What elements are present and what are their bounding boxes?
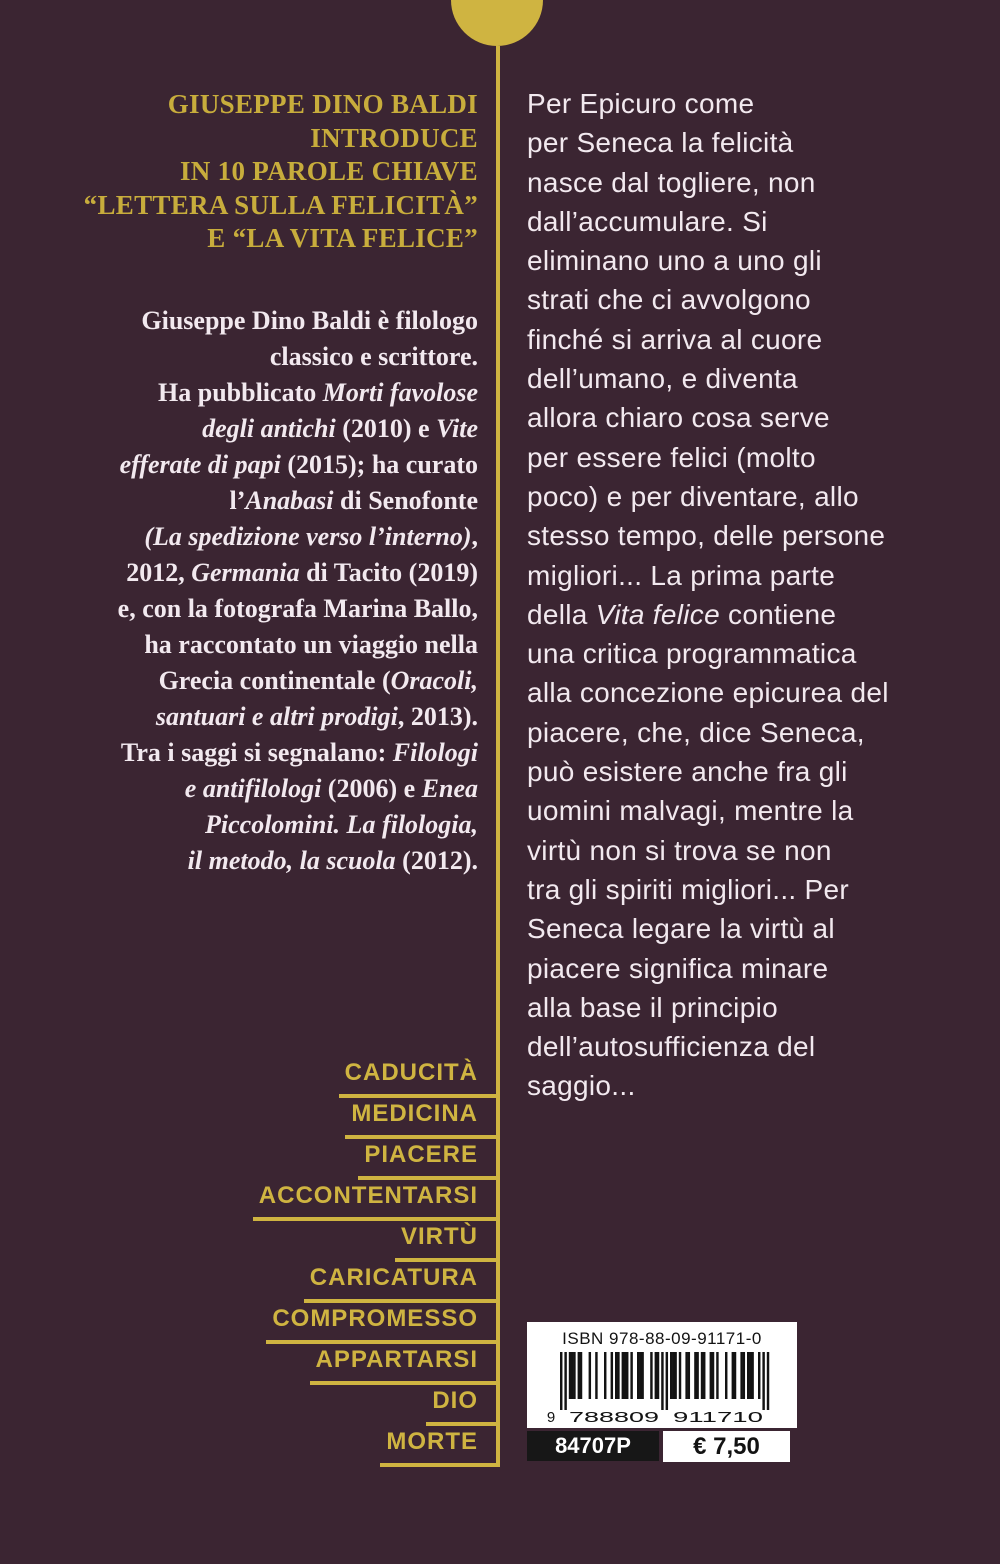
keyword-label: APPARTARSI: [310, 1348, 500, 1385]
text-line: dell’umano, e diventa: [527, 363, 798, 395]
keyword-label: COMPROMESSO: [266, 1307, 500, 1344]
keyword-label: PIACERE: [358, 1143, 500, 1180]
keyword-item: [0, 1430, 500, 1467]
text-line: Per Epicuro come: [527, 88, 755, 119]
text-line: Seneca legare la virtù al: [527, 913, 835, 945]
keyword-label: CARICATURA: [304, 1266, 500, 1303]
text-line: tra gli spiriti migliori... Per: [527, 873, 850, 905]
product-code: 84707P: [527, 1431, 659, 1461]
publisher-circle-ornament: [451, 0, 543, 46]
text-line: dall’accumulare. Si: [527, 205, 768, 237]
text-line: e antifilologi (2006) e Enea: [184, 773, 478, 803]
text-line: virtù non si trova se non: [527, 834, 832, 866]
text-line: ha raccontato un viaggio nella: [144, 629, 478, 659]
price-tag: € 7,50: [663, 1431, 790, 1462]
keyword-item: [0, 1348, 500, 1385]
text-line: E “LA VITA FELICE”: [207, 223, 478, 253]
text-line: per Seneca la felicità: [527, 127, 794, 159]
text-line: piacere, che, dice Seneca,: [527, 716, 865, 748]
text-line: il metodo, la scuola (2012).: [187, 845, 478, 875]
ean-barcode: [542, 1352, 782, 1424]
keywords-list: [0, 1061, 500, 1471]
text-line: Ha pubblicato Morti favolose: [158, 377, 478, 407]
text-line: Tra i saggi si segnalano: Filologi: [120, 737, 478, 767]
text-line: GIUSEPPE DINO BALDI: [167, 89, 478, 119]
text-line: della Vita felice contiene: [527, 598, 837, 630]
text-line: poco) e per diventare, allo: [527, 480, 859, 512]
keyword-item: [0, 1307, 500, 1344]
text-line: 2012, Germania di Tacito (2019): [126, 557, 478, 587]
text-line: “LETTERA SULLA FELICITÀ”: [83, 189, 478, 220]
text-line: eliminano uno a uno gli: [527, 245, 822, 277]
keyword-label: ACCONTENTARSI: [253, 1184, 500, 1221]
text-line: allora chiaro cosa serve: [527, 402, 830, 434]
keyword-item: [0, 1184, 500, 1221]
text-line: l’Anabasi di Senofonte: [229, 485, 478, 515]
barcode-label: [527, 1322, 797, 1428]
text-line: e, con la fotografa Marina Ballo,: [117, 593, 478, 623]
text-line: finché si arriva al cuore: [527, 323, 823, 355]
text-line: degli antichi (2010) e Vite: [202, 413, 478, 443]
author-bio: [30, 303, 478, 879]
text-line: piacere significa minare: [527, 952, 829, 984]
keyword-label: CADUCITÀ: [339, 1061, 500, 1098]
keyword-label: MORTE: [380, 1430, 500, 1467]
keyword-label: VIRTÙ: [395, 1225, 500, 1262]
keyword-item: [0, 1143, 500, 1180]
text-line: saggio...: [527, 1070, 636, 1102]
text-line: dell’autosufficienza del: [527, 1031, 816, 1063]
barcode-digits: 911710: [673, 1409, 763, 1424]
keyword-label: DIO: [426, 1389, 500, 1426]
barcode-digits: 788809: [569, 1409, 659, 1424]
text-line: può esistere anche fra gli: [527, 756, 848, 788]
text-line: alla concezione epicurea del: [527, 677, 889, 709]
left-column: [30, 88, 478, 879]
barcode-digits: 9: [546, 1409, 556, 1424]
text-line: INTRODUCE: [310, 122, 478, 153]
text-line: stesso tempo, delle persone: [527, 520, 886, 552]
text-line: strati che ci avvolgono: [527, 284, 811, 316]
text-line: Giuseppe Dino Baldi è filologo: [141, 305, 478, 335]
text-line: per essere felici (molto: [527, 441, 816, 473]
text-line: una critica programmatica: [527, 638, 857, 670]
keyword-item: [0, 1225, 500, 1262]
text-line: efferate di papi (2015); ha curato: [119, 449, 478, 479]
keyword-label: MEDICINA: [345, 1102, 500, 1139]
text-line: Piccolomini. La filologia,: [205, 809, 478, 839]
isbn-text: ISBN 978-88-09-91171-0: [562, 1329, 762, 1348]
keyword-item: [0, 1266, 500, 1303]
text-line: uomini malvagi, mentre la: [527, 795, 854, 827]
text-line: classico e scrittore.: [269, 341, 478, 371]
text-line: alla base il principio: [527, 991, 778, 1023]
text-line: santuari e altri prodigi, 2013).: [155, 701, 478, 731]
text-line: nasce dal togliere, non: [527, 166, 816, 198]
keyword-item: [0, 1061, 500, 1098]
keyword-item: [0, 1389, 500, 1426]
text-line: migliori... La prima parte: [527, 559, 836, 591]
book-description: [527, 84, 987, 1106]
text-line: IN 10 PAROLE CHIAVE: [180, 156, 478, 186]
text-line: (La spedizione verso l’interno),: [144, 521, 478, 551]
keyword-item: [0, 1102, 500, 1139]
text-line: Grecia continentale (Oracoli,: [158, 665, 478, 695]
intro-heading: [30, 88, 478, 256]
